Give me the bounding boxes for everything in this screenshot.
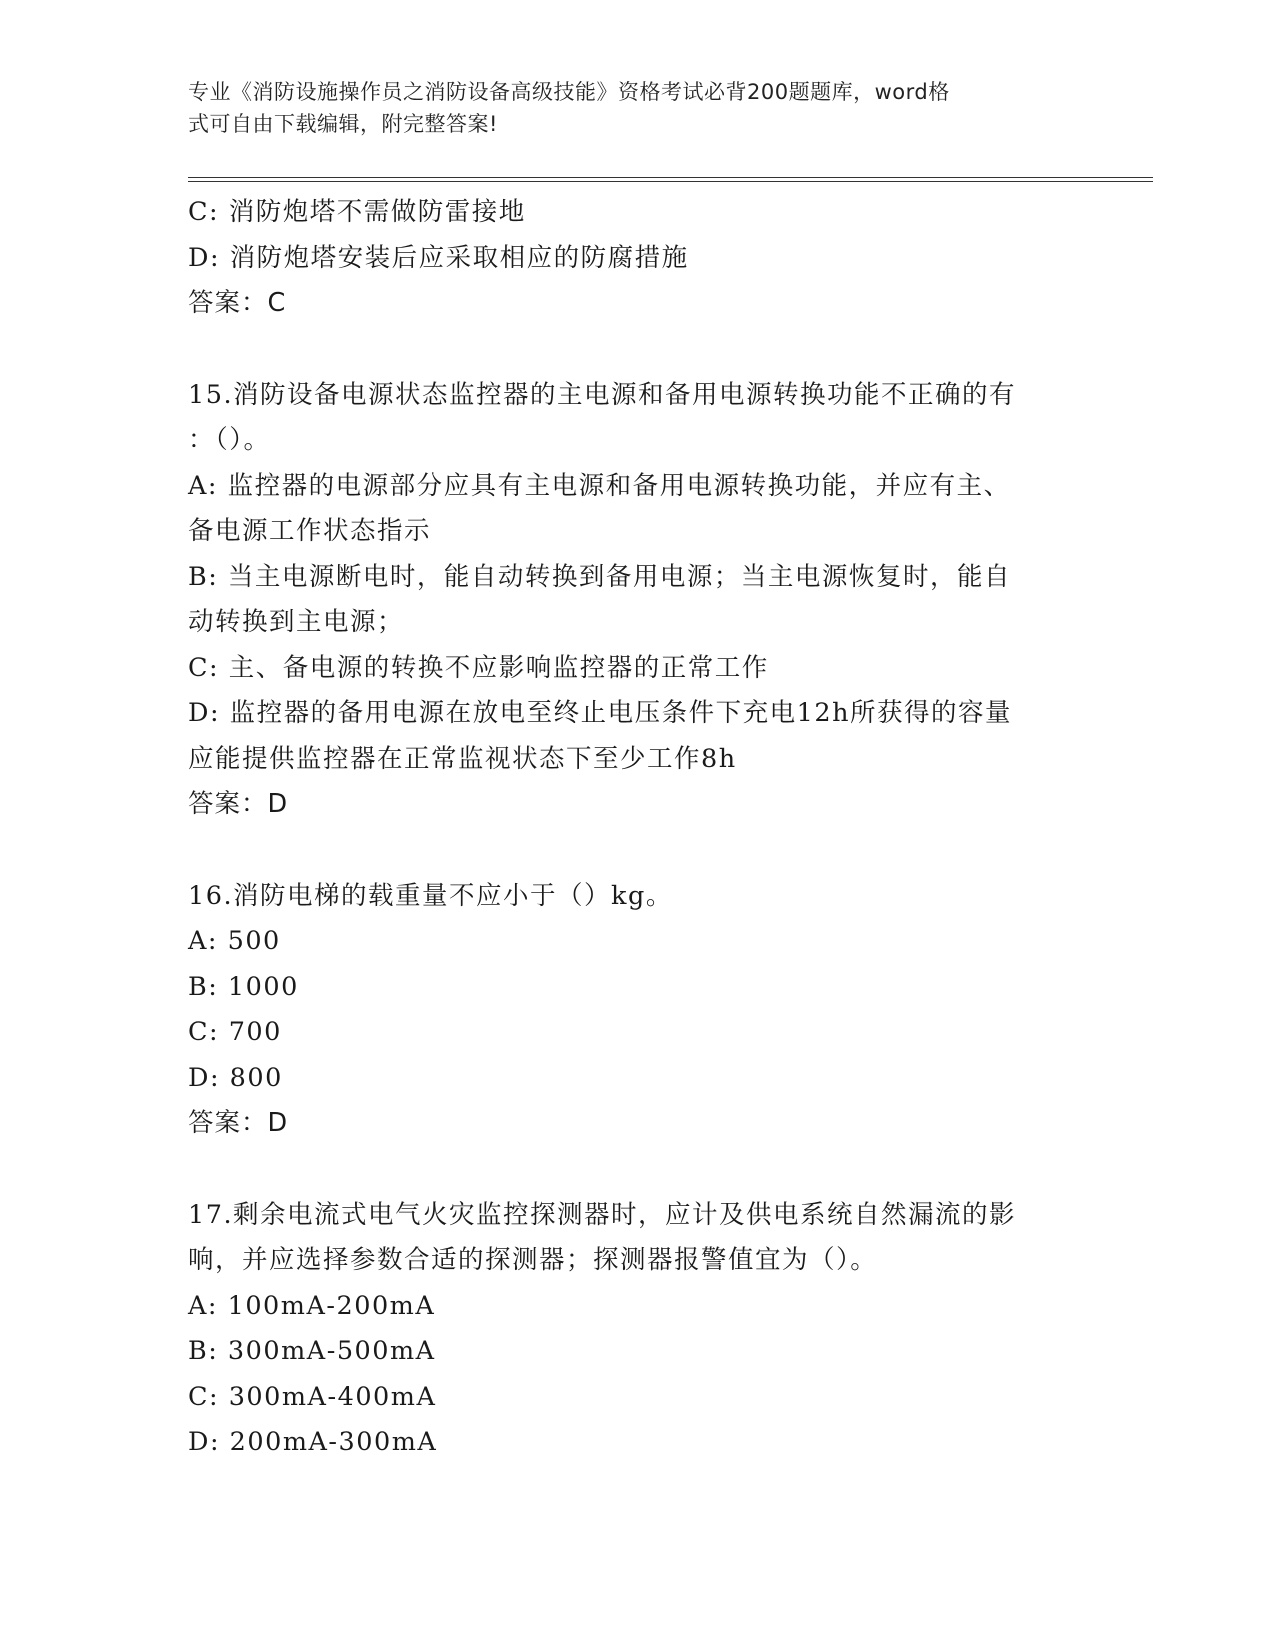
q15-option-d-line-1: D: 监控器的备用电源在放电至终止电压条件下充电12h所获得的容量 xyxy=(188,698,1013,728)
q16-option-a: A: 500 xyxy=(188,926,281,956)
spacer xyxy=(188,1147,1088,1193)
q17-option-d: D: 200mA-300mA xyxy=(188,1427,438,1457)
q16-option-c: C: 700 xyxy=(188,1017,282,1047)
q15-stem-line-2: ：（）。 xyxy=(188,425,271,455)
header-divider-top xyxy=(188,177,1153,178)
header-divider-bottom xyxy=(188,181,1153,182)
q15-option-d-line-2: 应能提供监控器在正常监视状态下至少工作8h xyxy=(188,743,737,774)
q16-option-d: D: 800 xyxy=(188,1062,283,1093)
q15-option-c: C: 主、备电源的转换不应影响监控器的正常工作 xyxy=(188,652,769,683)
question-14-block xyxy=(188,190,1088,327)
q16-answer: 答案：D xyxy=(188,1108,289,1138)
question-15-block xyxy=(188,373,1088,828)
q17-option-a: A: 100mA-200mA xyxy=(188,1290,436,1321)
q15-option-a-line-1: A: 监控器的电源部分应具有主电源和备用电源转换功能，并应有主、 xyxy=(188,470,1011,501)
question-content xyxy=(188,190,1088,1466)
header-line-2: 式可自由下载编辑，附完整答案! xyxy=(188,112,498,136)
page-header xyxy=(188,76,1068,140)
header-line-1: 专业《消防设施操作员之消防设备高级技能》资格考试必背200题题库，word格 xyxy=(188,80,950,104)
q15-answer: 答案：D xyxy=(188,789,289,819)
q14-option-c: C: 消防炮塔不需做防雷接地 xyxy=(188,197,526,227)
q17-option-c: C: 300mA-400mA xyxy=(188,1381,437,1412)
q14-answer: 答案：C xyxy=(188,288,287,318)
q15-option-b-line-1: B: 当主电源断电时，能自动转换到备用电源；当主电源恢复时，能自 xyxy=(188,561,1011,592)
q15-option-a-line-2: 备电源工作状态指示 xyxy=(188,516,432,546)
q17-option-b: B: 300mA-500mA xyxy=(188,1336,436,1366)
q16-option-b: B: 1000 xyxy=(188,971,299,1002)
q17-stem-line-2: 响，并应选择参数合适的探测器；探测器报警值宜为（）。 xyxy=(188,1245,878,1275)
q14-option-d: D: 消防炮塔安装后应采取相应的防腐措施 xyxy=(188,242,689,273)
q15-option-b-line-2: 动转换到主电源； xyxy=(188,607,405,637)
question-17-block xyxy=(188,1193,1088,1466)
q16-stem: 16.消防电梯的载重量不应小于（）kg。 xyxy=(188,880,673,911)
q17-stem-line-1: 17.剩余电流式电气火灾监控探测器时，应计及供电系统自然漏流的影 xyxy=(188,1199,1017,1230)
q15-stem-line-1: 15.消防设备电源状态监控器的主电源和备用电源转换功能不正确的有 xyxy=(188,379,1017,410)
spacer xyxy=(188,327,1088,373)
spacer xyxy=(188,828,1088,874)
question-16-block xyxy=(188,874,1088,1147)
